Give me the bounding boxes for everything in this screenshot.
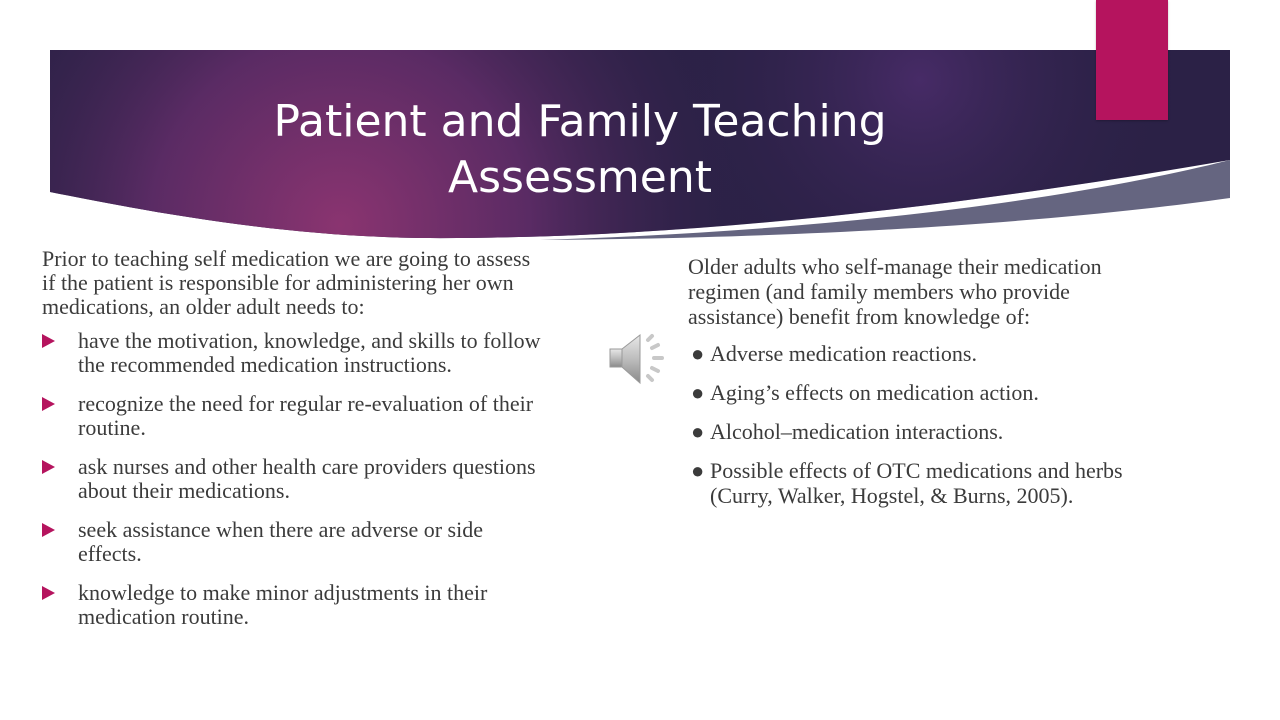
list-item-text: seek assistance when there are adverse or side effects.: [78, 517, 483, 566]
slide-title: [170, 94, 990, 206]
list-item-text: Adverse medication reactions.: [710, 341, 977, 366]
list-item: [42, 455, 542, 503]
list-item-text: knowledge to make minor adjustments in their medication routine.: [78, 580, 488, 629]
bullet-dot-icon: ●: [691, 380, 705, 405]
list-item: [688, 458, 1168, 508]
arrow-bullet-icon: [42, 586, 55, 600]
bullet-dot-icon: ●: [691, 458, 705, 483]
list-item: [688, 419, 1168, 444]
list-item: [42, 581, 542, 629]
title-line-1: Patient and Family Teaching: [273, 96, 887, 147]
bullet-dot-icon: ●: [691, 341, 705, 366]
list-item-text: ask nurses and other health care providers questions about their medications.: [78, 454, 536, 503]
arrow-bullet-icon: [42, 460, 55, 474]
title-line-2: Assessment: [448, 152, 712, 203]
list-item-text: Alcohol–medication interactions.: [710, 419, 1004, 444]
knowledge-list: [688, 341, 1168, 508]
list-item: [42, 329, 542, 377]
speaker-icon[interactable]: [606, 328, 674, 390]
list-item: [688, 380, 1168, 405]
arrow-bullet-icon: [42, 523, 55, 537]
list-item: [42, 518, 542, 566]
arrow-bullet-icon: [42, 334, 55, 348]
list-item-text: Possible effects of OTC medications and herbs (Curry, Walker, Hogstel, & Burns, 2005).: [710, 458, 1123, 508]
list-item-text: recognize the need for regular re-evaluation of their routine.: [78, 391, 534, 440]
right-column: [688, 254, 1168, 522]
needs-list: [42, 329, 542, 629]
arrow-bullet-icon: [42, 397, 55, 411]
list-item-text: Aging’s effects on medication action.: [710, 380, 1039, 405]
list-item: [688, 341, 1168, 366]
list-item-text: have the motivation, knowledge, and skills to follow the recommended medication instructions.: [78, 328, 541, 377]
list-item: [42, 392, 542, 440]
bullet-dot-icon: ●: [691, 419, 705, 444]
left-column: [42, 247, 542, 644]
left-intro: Prior to teaching self medication we are going to assess if the patient is responsible for administering her own medications, an older adult needs to:: [42, 246, 531, 319]
accent-bar: [1096, 0, 1168, 120]
right-intro: Older adults who self-manage their medication regimen (and family members who provide assistance) benefit from knowledge of:: [688, 254, 1102, 329]
